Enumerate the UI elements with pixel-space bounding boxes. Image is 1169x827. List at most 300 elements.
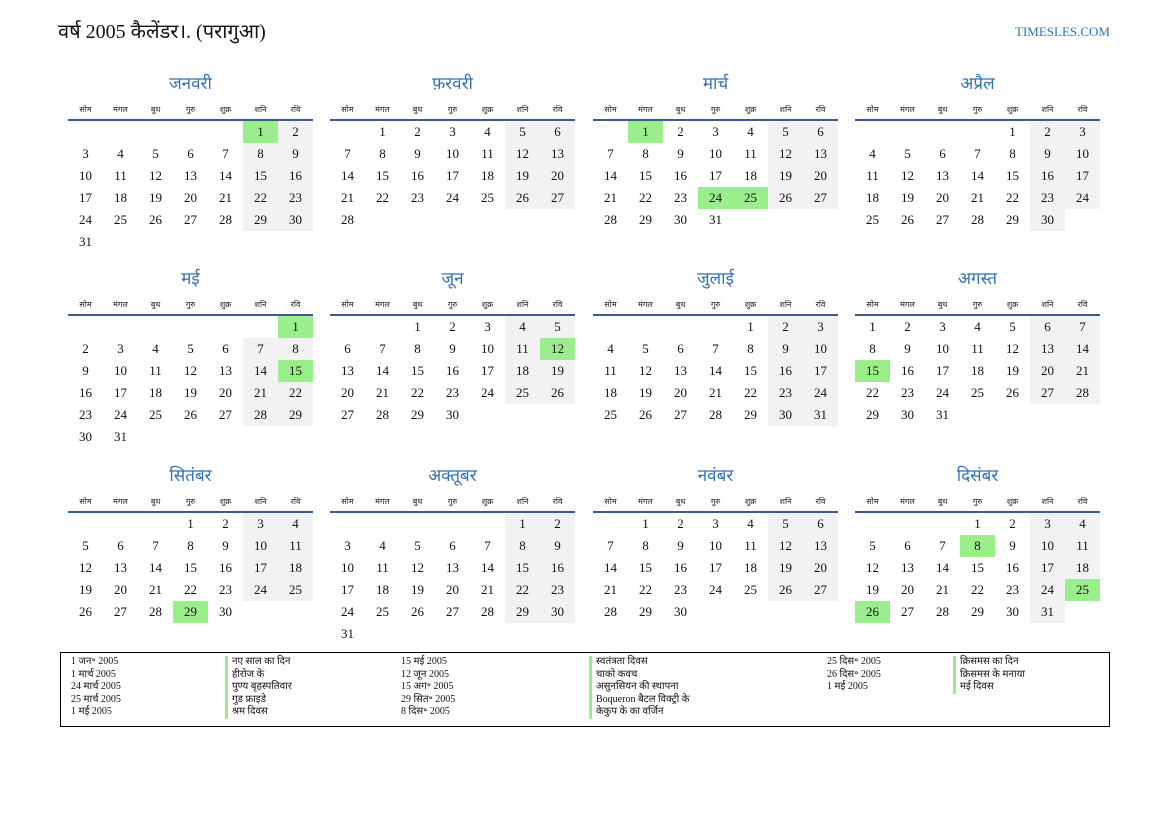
week-row (68, 513, 313, 535)
weekend-day-cell: 25 (278, 579, 313, 601)
weekday-label: मंगल (375, 300, 390, 309)
day-cell: 8 (414, 341, 421, 356)
week-row (330, 143, 575, 165)
empty-day-cell (243, 601, 278, 623)
empty-day-cell (1065, 404, 1100, 426)
site-link[interactable]: TIMESLES.COM (1015, 24, 1110, 39)
day-cell: 30 (446, 407, 459, 422)
weekend-day-cell: 11 (505, 338, 540, 360)
month-block (68, 267, 313, 448)
weekday-header (68, 493, 313, 511)
day-cell: 8 (642, 538, 649, 553)
week-row (68, 382, 313, 404)
day-cell: 18 (744, 560, 757, 575)
day-cell: 23 (674, 582, 687, 597)
weekend-day-cell: 29 (505, 601, 540, 623)
week-row (68, 121, 313, 143)
weekend-day-cell: 3 (1030, 513, 1065, 535)
day-cell: 22 (1006, 190, 1019, 205)
weekend-day-cell: 7 (243, 338, 278, 360)
week-row (855, 535, 1100, 557)
day-cell: 19 (866, 582, 879, 597)
month-block (68, 464, 313, 623)
day-cell: 21 (971, 190, 984, 205)
weekend-day-cell: 23 (768, 382, 803, 404)
weekday-header (68, 296, 313, 314)
weekday-label: गुरु (447, 300, 458, 309)
weekday-label: रवि (290, 497, 301, 506)
day-cell: 21 (341, 190, 354, 205)
week-row (593, 382, 838, 404)
empty-day-cell (435, 513, 470, 535)
week-row (330, 623, 575, 645)
weekend-day-cell: 3 (803, 316, 838, 338)
holiday-day-cell: 1 (243, 121, 278, 143)
empty-day-cell (278, 426, 313, 448)
month-title: अप्रैल (960, 74, 995, 93)
weekday-label: मंगल (113, 497, 128, 506)
empty-day-cell (1065, 209, 1100, 231)
empty-day-cell (365, 623, 400, 645)
day-cell: 24 (79, 212, 92, 227)
week-row (593, 316, 838, 338)
weekend-day-cell: 2 (1030, 121, 1065, 143)
weekday-label: गुरु (185, 105, 196, 114)
weekend-day-cell: 27 (803, 187, 838, 209)
weekday-label: मंगल (638, 105, 653, 114)
empty-day-cell (173, 426, 208, 448)
day-cell: 30 (79, 429, 92, 444)
weekend-day-cell: 2 (540, 513, 575, 535)
day-cell: 3 (484, 319, 491, 334)
weekend-day-cell: 15 (505, 557, 540, 579)
empty-day-cell (435, 623, 470, 645)
weekend-day-cell: 5 (768, 513, 803, 535)
empty-day-cell (173, 231, 208, 253)
holiday-name: नए साल का दिन (225, 656, 292, 669)
weekend-day-cell: 6 (803, 121, 838, 143)
weekday-label: सोम (866, 300, 879, 309)
weekend-day-cell: 16 (540, 557, 575, 579)
weekend-day-cell: 20 (1030, 360, 1065, 382)
weekday-label: बुध (412, 497, 423, 506)
day-cell: 21 (149, 582, 162, 597)
empty-day-cell (698, 601, 733, 623)
holiday-day-cell: 1 (628, 121, 663, 143)
day-cell: 23 (674, 190, 687, 205)
day-cell: 20 (341, 385, 354, 400)
holiday-name: पुण्य बृहस्पतिवार (225, 681, 292, 694)
holiday-date: 8 दिस॰ 2005 (401, 706, 450, 717)
day-cell: 11 (866, 168, 879, 183)
week-row (68, 404, 313, 426)
day-cell: 26 (901, 212, 914, 227)
empty-day-cell (803, 601, 838, 623)
empty-day-cell (540, 209, 575, 231)
weekend-day-cell: 4 (278, 513, 313, 535)
day-cell: 28 (341, 212, 354, 227)
day-cell: 9 (677, 146, 684, 161)
weekend-day-cell: 17 (243, 557, 278, 579)
day-cell: 20 (184, 190, 197, 205)
weekday-label: बुध (937, 300, 948, 309)
holiday-name: हीरोज के (225, 669, 292, 682)
day-cell: 26 (184, 407, 197, 422)
weekend-day-cell: 15 (243, 165, 278, 187)
day-cell: 16 (411, 168, 424, 183)
day-cell: 5 (1009, 319, 1016, 334)
weekend-day-cell: 3 (243, 513, 278, 535)
week-row (330, 535, 575, 557)
week-row (68, 338, 313, 360)
weekend-day-cell: 25 (505, 382, 540, 404)
weekend-day-cell: 12 (505, 143, 540, 165)
weekend-day-cell: 23 (1030, 187, 1065, 209)
day-cell: 29 (639, 604, 652, 619)
week-row (330, 165, 575, 187)
holiday-name: चाको कवच (589, 669, 689, 682)
weekend-day-cell: 21 (243, 382, 278, 404)
weekend-day-cell: 17 (803, 360, 838, 382)
day-cell: 15 (1006, 168, 1019, 183)
holiday-name-column (225, 656, 292, 719)
weekday-label: सोम (341, 300, 354, 309)
day-cell: 2 (677, 516, 684, 531)
day-cell: 25 (114, 212, 127, 227)
weekday-label: गुरु (972, 105, 983, 114)
day-cell: 18 (604, 385, 617, 400)
day-cell: 22 (376, 190, 389, 205)
day-cell: 21 (481, 582, 494, 597)
day-cell: 24 (709, 582, 722, 597)
empty-day-cell (540, 404, 575, 426)
weekday-label: शुक्र (744, 497, 757, 506)
weekend-day-cell: 29 (243, 209, 278, 231)
day-cell: 26 (79, 604, 92, 619)
month-block (330, 267, 575, 426)
day-cell: 28 (971, 212, 984, 227)
holiday-name: क्रिसमस का दिन (953, 656, 1025, 669)
holiday-date: 12 जून 2005 (401, 668, 449, 680)
day-cell: 7 (152, 538, 159, 553)
weekday-label: बुध (150, 497, 161, 506)
empty-day-cell (330, 316, 365, 338)
empty-day-cell (925, 513, 960, 535)
week-row (68, 187, 313, 209)
day-cell: 7 (607, 538, 614, 553)
weekend-day-cell: 30 (278, 209, 313, 231)
weekday-header (330, 296, 575, 314)
week-row (330, 121, 575, 143)
empty-day-cell (103, 121, 138, 143)
week-row (855, 316, 1100, 338)
week-row (68, 143, 313, 165)
weekend-day-cell: 26 (505, 187, 540, 209)
weekday-label: बुध (412, 300, 423, 309)
weekday-header (330, 493, 575, 511)
weekday-label: गुरु (185, 497, 196, 506)
day-cell: 11 (149, 363, 162, 378)
day-cell: 31 (936, 407, 949, 422)
day-cell: 6 (117, 538, 124, 553)
month-block (330, 72, 575, 231)
weekend-day-cell: 14 (1065, 338, 1100, 360)
weekday-header (855, 101, 1100, 119)
weekday-label: रवि (815, 497, 826, 506)
weekday-label: शनि (1041, 300, 1054, 309)
day-cell: 28 (376, 407, 389, 422)
day-cell: 17 (481, 363, 494, 378)
day-cell: 29 (971, 604, 984, 619)
day-cell: 11 (376, 560, 389, 575)
month-block (330, 464, 575, 645)
day-cell: 27 (901, 604, 914, 619)
weekday-label: रवि (552, 105, 563, 114)
day-cell: 11 (971, 341, 984, 356)
weekday-label: शनि (254, 105, 267, 114)
month-block (855, 267, 1100, 426)
empty-day-cell (138, 316, 173, 338)
day-cell: 13 (184, 168, 197, 183)
day-cell: 15 (639, 168, 652, 183)
day-cell: 11 (744, 146, 757, 161)
day-cell: 7 (484, 538, 491, 553)
day-cell: 19 (1006, 363, 1019, 378)
weekday-label: मंगल (638, 300, 653, 309)
weekend-day-cell: 24 (1065, 187, 1100, 209)
week-row (330, 404, 575, 426)
day-cell: 10 (481, 341, 494, 356)
weekend-day-cell: 9 (1030, 143, 1065, 165)
day-cell: 2 (677, 124, 684, 139)
empty-day-cell (330, 121, 365, 143)
weekday-label: सोम (866, 105, 879, 114)
day-cell: 15 (744, 363, 757, 378)
empty-day-cell (733, 209, 768, 231)
day-cell: 19 (184, 385, 197, 400)
day-cell: 14 (709, 363, 722, 378)
weekday-label: मंगल (900, 105, 915, 114)
weekend-day-cell: 13 (803, 143, 838, 165)
day-cell: 31 (114, 429, 127, 444)
weekend-day-cell: 30 (768, 404, 803, 426)
weekend-day-cell: 2 (278, 121, 313, 143)
empty-day-cell (138, 231, 173, 253)
day-cell: 8 (1009, 146, 1016, 161)
weekday-label: गुरु (710, 300, 721, 309)
day-cell: 5 (82, 538, 89, 553)
day-cell: 3 (344, 538, 351, 553)
week-row (330, 360, 575, 382)
weekend-day-cell: 16 (278, 165, 313, 187)
week-row (593, 187, 838, 209)
weekday-label: मंगल (113, 105, 128, 114)
day-cell: 30 (901, 407, 914, 422)
day-cell: 11 (744, 538, 757, 553)
month-block (593, 464, 838, 623)
holiday-day-cell: 26 (855, 601, 890, 623)
week-row (330, 382, 575, 404)
holiday-date-column (401, 656, 455, 719)
weekday-label: बुध (675, 497, 686, 506)
weekday-label: गुरु (447, 105, 458, 114)
holiday-name: मई दिवस (953, 681, 1025, 694)
day-cell: 27 (184, 212, 197, 227)
day-cell: 27 (936, 212, 949, 227)
weekend-day-cell: 26 (768, 187, 803, 209)
weekend-day-cell: 27 (803, 579, 838, 601)
day-cell: 9 (82, 363, 89, 378)
day-cell: 20 (936, 190, 949, 205)
weekday-label: शनि (516, 497, 529, 506)
weekday-label: बुध (150, 300, 161, 309)
day-cell: 2 (414, 124, 421, 139)
weekend-day-cell: 8 (278, 338, 313, 360)
day-cell: 15 (184, 560, 197, 575)
day-cell: 1 (1009, 124, 1016, 139)
weekend-day-cell: 18 (1065, 557, 1100, 579)
week-row (855, 601, 1100, 623)
day-cell: 12 (411, 560, 424, 575)
week-row (68, 209, 313, 231)
day-cell: 27 (341, 407, 354, 422)
empty-day-cell (365, 209, 400, 231)
day-cell: 21 (376, 385, 389, 400)
weekday-label: शुक्र (744, 105, 757, 114)
holiday-day-cell: 1 (278, 316, 313, 338)
empty-day-cell (890, 513, 925, 535)
weekday-label: सोम (79, 300, 92, 309)
weekend-day-cell: 27 (1030, 382, 1065, 404)
empty-day-cell (365, 316, 400, 338)
empty-day-cell (890, 121, 925, 143)
week-row (68, 557, 313, 579)
holiday-date: 25 मार्च 2005 (71, 693, 121, 705)
weekend-day-cell: 21 (1065, 360, 1100, 382)
week-row (855, 513, 1100, 535)
empty-day-cell (768, 601, 803, 623)
weekend-day-cell: 9 (768, 338, 803, 360)
day-cell: 10 (114, 363, 127, 378)
empty-day-cell (103, 513, 138, 535)
day-cell: 13 (446, 560, 459, 575)
week-row (68, 165, 313, 187)
empty-day-cell (470, 623, 505, 645)
day-cell: 23 (79, 407, 92, 422)
week-row (593, 579, 838, 601)
holiday-date: 25 दिस॰ 2005 (827, 656, 881, 667)
day-cell: 15 (411, 363, 424, 378)
weekend-day-cell: 20 (540, 165, 575, 187)
weekday-label: शुक्र (481, 300, 494, 309)
day-cell: 1 (747, 319, 754, 334)
day-cell: 23 (901, 385, 914, 400)
day-cell: 23 (446, 385, 459, 400)
weekday-header (593, 101, 838, 119)
weekend-day-cell: 12 (768, 535, 803, 557)
week-row (330, 601, 575, 623)
weekday-header (68, 101, 313, 119)
weekday-label: शुक्र (1006, 497, 1019, 506)
weekday-label: सोम (604, 105, 617, 114)
week-row (593, 360, 838, 382)
weekend-day-cell: 13 (540, 143, 575, 165)
holiday-day-cell: 25 (1065, 579, 1100, 601)
day-cell: 30 (674, 604, 687, 619)
day-cell: 19 (901, 190, 914, 205)
weekend-day-cell: 13 (1030, 338, 1065, 360)
empty-day-cell (593, 316, 628, 338)
week-row (855, 143, 1100, 165)
day-cell: 18 (744, 168, 757, 183)
day-cell: 14 (219, 168, 232, 183)
weekday-label: रवि (290, 300, 301, 309)
month-title: नवंबर (697, 466, 734, 485)
weekday-label: मंगल (900, 497, 915, 506)
weekday-label: रवि (1077, 105, 1088, 114)
day-cell: 12 (639, 363, 652, 378)
weekend-day-cell: 7 (1065, 316, 1100, 338)
day-cell: 5 (904, 146, 911, 161)
holiday-day-cell: 12 (540, 338, 575, 360)
weekend-day-cell: 31 (803, 404, 838, 426)
day-cell: 3 (712, 124, 719, 139)
week-row (68, 231, 313, 253)
weekday-label: शुक्र (744, 300, 757, 309)
day-cell: 20 (446, 582, 459, 597)
day-cell: 28 (219, 212, 232, 227)
day-cell: 9 (904, 341, 911, 356)
week-row (855, 338, 1100, 360)
weekday-label: गुरु (972, 300, 983, 309)
day-cell: 2 (222, 516, 229, 531)
holiday-date: 1 मार्च 2005 (71, 668, 116, 680)
week-row (593, 404, 838, 426)
empty-day-cell (103, 231, 138, 253)
weekday-label: रवि (1077, 300, 1088, 309)
day-cell: 17 (114, 385, 127, 400)
empty-day-cell (593, 513, 628, 535)
weekend-day-cell: 20 (803, 557, 838, 579)
weekday-label: रवि (290, 105, 301, 114)
day-cell: 17 (709, 560, 722, 575)
day-cell: 24 (936, 385, 949, 400)
day-cell: 6 (222, 341, 229, 356)
day-cell: 5 (414, 538, 421, 553)
month-title: जनवरी (169, 74, 212, 93)
weekday-label: शनि (516, 105, 529, 114)
day-cell: 14 (604, 168, 617, 183)
weekend-day-cell: 6 (540, 121, 575, 143)
empty-day-cell (68, 316, 103, 338)
day-cell: 27 (114, 604, 127, 619)
weekday-label: बुध (937, 105, 948, 114)
day-cell: 16 (1006, 560, 1019, 575)
day-cell: 1 (414, 319, 421, 334)
month-title: जुलाई (697, 269, 734, 288)
holiday-name: श्रम दिवस (225, 706, 292, 719)
holiday-date: 15 अग॰ 2005 (401, 681, 454, 692)
empty-day-cell (103, 316, 138, 338)
holiday-name: गुड फ्राइडे (225, 694, 292, 707)
holiday-date: 1 मई 2005 (827, 681, 868, 692)
weekend-day-cell: 9 (278, 143, 313, 165)
month-title: अगस्त (958, 269, 997, 288)
weekday-label: शनि (779, 497, 792, 506)
empty-day-cell (505, 623, 540, 645)
month-title: जून (441, 269, 464, 288)
month-title: मई (181, 269, 200, 288)
